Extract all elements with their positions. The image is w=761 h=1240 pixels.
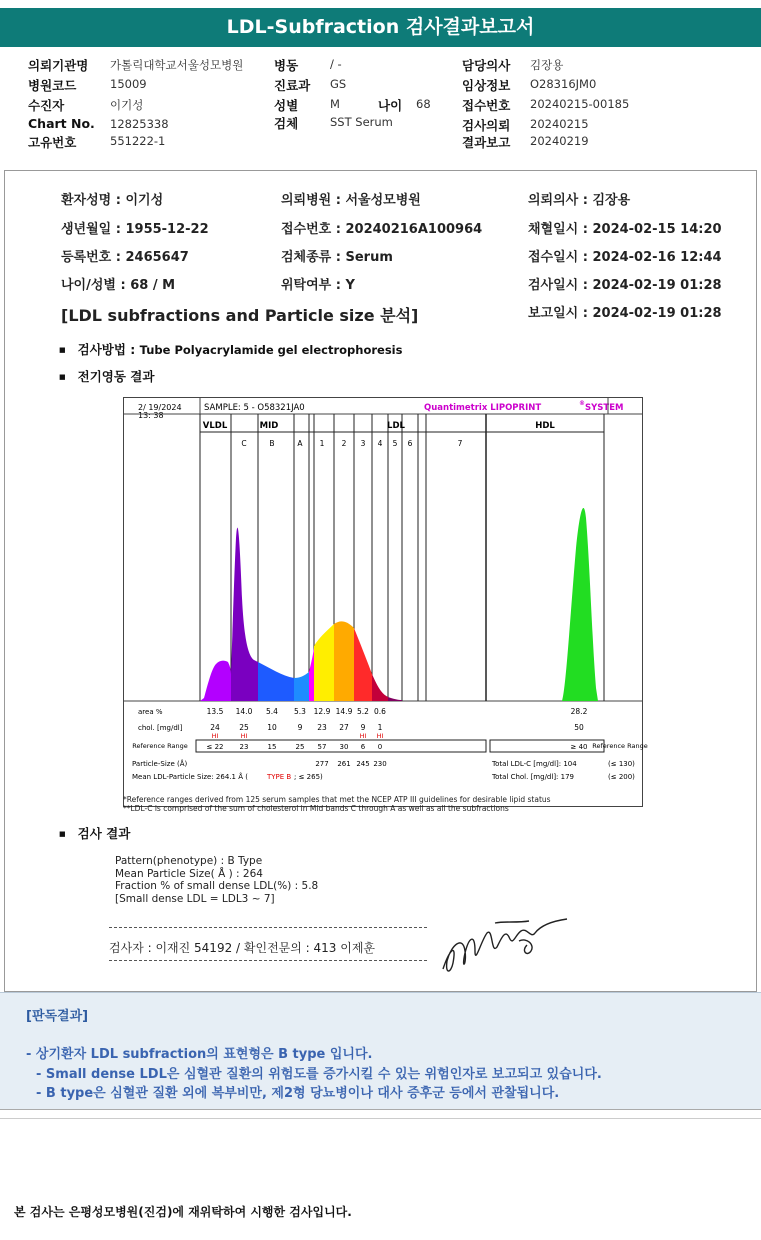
divider xyxy=(0,1118,761,1119)
mean-ldl-type: TYPE B xyxy=(267,773,292,781)
chol-value: 25 xyxy=(239,723,249,732)
band-label: C xyxy=(241,439,247,448)
group-label-hdl: HDL xyxy=(535,421,555,431)
info-value: 15009 xyxy=(110,77,147,91)
info-label: 병동 xyxy=(274,58,299,73)
area-value: 0.6 xyxy=(374,707,386,716)
bottom-note: 본 검사는 은평성모병원(진검)에 재위탁하여 시행한 검사입니다. xyxy=(14,1205,352,1219)
ref-value: 6 xyxy=(360,743,366,751)
chol-value: 9 xyxy=(297,723,303,732)
particle-size-value: 230 xyxy=(373,760,387,768)
info-value: O28316JM0 xyxy=(530,77,597,91)
registration-number: 등록번호 : 2465647 xyxy=(61,250,189,265)
ref-value: 15 xyxy=(267,743,277,751)
area-value: 5.4 xyxy=(266,707,278,716)
info-value: GS xyxy=(330,77,347,91)
total-ldl: Total LDL-C [mg/dl]: 104 xyxy=(492,760,577,768)
info-value: 551222-1 xyxy=(110,134,166,148)
group-label-mid: MID xyxy=(259,421,279,431)
judgment-line: - Small dense LDL은 심혈관 질환의 위험도를 증가시킬 수 있는 위험인자로 보고되고 있습니다. xyxy=(36,1067,602,1082)
info-value: SST Serum xyxy=(330,115,393,129)
section-title: [LDL subfractions and Particle size 분석] xyxy=(61,306,419,325)
ref-value: 30 xyxy=(339,743,349,751)
chart-sample: SAMPLE: 5 - O58321JA0 xyxy=(204,403,305,413)
info-label: 결과보고 xyxy=(462,135,511,150)
electrophoresis-heading: ■ 전기영동 결과 xyxy=(59,367,154,385)
consignment: 위탁여부 : Y xyxy=(281,278,355,293)
vldl-area xyxy=(200,661,231,701)
ref-value: 57 xyxy=(317,743,327,751)
band-label: 4 xyxy=(377,439,383,448)
band-label: B xyxy=(269,439,275,448)
ref-value: ≥ 40 xyxy=(570,743,588,751)
patient-name: 환자성명 : 이기성 xyxy=(61,193,164,208)
result-mean-size: Mean Particle Size( Å ) : 264 xyxy=(115,867,263,880)
mean-ldl-size: Mean LDL-Particle Size: 264.1 Å ( xyxy=(132,773,248,781)
info-label: 담당의사 xyxy=(462,58,511,73)
chol-value: 10 xyxy=(267,723,277,732)
area-value: 5.3 xyxy=(294,707,306,716)
area-value: 14.9 xyxy=(335,707,353,716)
ref-label: Reference Range xyxy=(132,742,188,750)
result-text xyxy=(115,855,318,905)
band-label: 2 xyxy=(341,439,347,448)
judgment-section xyxy=(0,992,761,1110)
ldl-3-area xyxy=(354,628,372,701)
hi-flag: HI xyxy=(376,732,384,740)
report-body xyxy=(4,170,757,992)
ldl-4-area xyxy=(372,674,388,701)
ref-value: 23 xyxy=(239,743,249,751)
chart-footnotes xyxy=(123,795,551,813)
birth-date: 생년월일 : 1955-12-22 xyxy=(61,222,209,237)
area-value: 28.2 xyxy=(570,707,588,716)
mid-b-area xyxy=(258,662,294,701)
chol-value: 1 xyxy=(377,723,383,732)
info-value: M xyxy=(330,97,340,111)
info-label: 접수번호 xyxy=(462,98,511,113)
specimen-type: 검체종류 : Serum xyxy=(281,250,393,265)
ldl-1-area xyxy=(314,624,334,701)
particle-size-value: 245 xyxy=(356,760,370,768)
info-label: 수진자 xyxy=(28,98,65,113)
chart-brand-reg: ® xyxy=(579,400,585,407)
band-label: 6 xyxy=(407,439,413,448)
chart-brand: Quantimetrix LIPOPRINT xyxy=(424,403,542,413)
info-value: 가톨릭대학교서울성모병원 xyxy=(110,58,244,72)
info-value: 김장용 xyxy=(530,58,564,72)
result-heading: ■ 검사 결과 xyxy=(59,824,130,842)
judgment-line: - B type은 심혈관 질환 외에 복부비만, 제2형 당뇨병이나 대사 증후군 등에서 관찰됩니다. xyxy=(36,1086,560,1101)
total-ldl-ref: (≤ 130) xyxy=(608,760,635,768)
hi-flag: HI xyxy=(240,732,248,740)
ref-value: 0 xyxy=(377,743,383,751)
method-line: ■ 검사방법 : Tube Polyacrylamide gel electrophoresis xyxy=(59,340,402,358)
divider xyxy=(109,960,427,961)
chol-value: 9 xyxy=(360,723,366,732)
info-label: 고유번호 xyxy=(28,135,77,150)
hi-flag: HI xyxy=(211,732,219,740)
info-value: 12825338 xyxy=(110,117,169,131)
particle-size-value: 277 xyxy=(315,760,329,768)
info-value: 20240215-00185 xyxy=(530,97,630,111)
area-value: 12.9 xyxy=(313,707,331,716)
info-label: 검사의뢰 xyxy=(462,118,511,133)
group-label-ldl: LDL xyxy=(387,421,405,431)
mean-ldl-ref: ; ≤ 265) xyxy=(294,773,323,781)
chol-label: chol. [mg/dl] xyxy=(138,724,183,732)
chol-value: 27 xyxy=(339,723,349,732)
total-chol: Total Chol. [mg/dl]: 179 xyxy=(492,773,574,781)
area-value: 13.5 xyxy=(206,707,224,716)
info-value: 이기성 xyxy=(110,98,144,112)
area-value: 14.0 xyxy=(235,707,253,716)
requesting-hospital: 의뢰병원 : 서울성모병원 xyxy=(281,193,421,208)
mid-a-area xyxy=(294,672,309,701)
info-label: 성별 xyxy=(274,98,299,113)
signature-image xyxy=(435,911,575,981)
info-value: 20240219 xyxy=(530,134,589,148)
band-label: 3 xyxy=(360,439,366,448)
chol-value: 50 xyxy=(574,723,584,732)
ref-value: 25 xyxy=(295,743,305,751)
info-label: 나이 xyxy=(378,98,403,113)
hi-flag: HI xyxy=(359,732,367,740)
chol-value: 23 xyxy=(317,723,327,732)
examiner-line: 검사자 : 이재진 54192 / 확인전문의 : 413 이제훈 xyxy=(109,941,376,955)
chart-time: 13: 38 xyxy=(138,411,164,420)
band-label: 5 xyxy=(392,439,398,448)
lipoprint-svg xyxy=(124,398,648,806)
report-time: 보고일시 : 2024-02-19 01:28 xyxy=(528,306,722,321)
mid-c-area xyxy=(231,528,258,701)
group-label-vldl: VLDL xyxy=(202,421,228,431)
ldl-1a-area xyxy=(309,646,314,701)
band-label: A xyxy=(297,439,303,448)
area-label: area % xyxy=(138,708,163,716)
report-title: LDL-Subfraction 검사결과보고서 xyxy=(0,8,761,47)
lipoprint-chart xyxy=(123,397,648,807)
band-label: 1 xyxy=(319,439,325,448)
info-label: 의뢰기관명 xyxy=(28,58,89,73)
footnote-2: **LDL-C is comprised of the sum of cholesterol in Mid bands C through A as well as all the subfractions xyxy=(123,804,509,813)
info-label: 임상정보 xyxy=(462,78,511,93)
ref-label-right: Reference Range xyxy=(592,742,648,750)
receipt-time: 접수일시 : 2024-02-16 12:44 xyxy=(528,250,722,265)
info-label: 진료과 xyxy=(274,78,311,93)
test-time: 검사일시 : 2024-02-19 01:28 xyxy=(528,278,722,293)
info-label: Chart No. xyxy=(28,116,95,131)
area-value: 5.2 xyxy=(357,707,369,716)
receipt-number: 접수번호 : 20240216A100964 xyxy=(281,222,483,237)
particle-size-label: Particle-Size (Å) xyxy=(132,760,188,768)
info-value: 20240215 xyxy=(530,117,589,131)
info-label: 병원코드 xyxy=(28,78,77,93)
info-value: 68 xyxy=(416,97,431,111)
footnote-1: *Reference ranges derived from 125 serum samples that met the NCEP ATP III guidelines for desirable lipid status xyxy=(123,795,551,804)
divider xyxy=(109,927,427,928)
judgment-line: - 상기환자 LDL subfraction의 표현형은 B type 입니다. xyxy=(26,1047,373,1062)
chart-date: 2/ 19/2024 xyxy=(138,403,182,412)
ldl-5-area xyxy=(388,697,402,701)
result-pattern: Pattern(phenotype) : B Type xyxy=(115,855,263,867)
result-definition: [Small dense LDL = LDL3 ~ 7] xyxy=(115,892,275,905)
result-fraction: Fraction % of small dense LDL(%) : 5.8 xyxy=(115,880,319,892)
info-value: / - xyxy=(330,57,342,71)
total-chol-ref: (≤ 200) xyxy=(608,773,635,781)
ldl-2-area xyxy=(334,621,354,701)
collection-time: 채혈일시 : 2024-02-15 14:20 xyxy=(528,222,722,237)
hdl-area xyxy=(562,508,598,701)
particle-size-value: 261 xyxy=(337,760,351,768)
age-sex: 나이/성별 : 68 / M xyxy=(61,278,176,293)
band-label: 7 xyxy=(457,439,463,448)
judgment-title: [판독결과] xyxy=(26,1009,89,1024)
requesting-doctor: 의뢰의사 : 김장용 xyxy=(528,193,631,208)
chol-value: 24 xyxy=(210,723,220,732)
ref-value: ≤ 22 xyxy=(206,743,224,751)
chart-brand-suffix: SYSTEM xyxy=(585,403,624,413)
request-info xyxy=(0,56,761,156)
info-label: 검체 xyxy=(274,116,299,131)
